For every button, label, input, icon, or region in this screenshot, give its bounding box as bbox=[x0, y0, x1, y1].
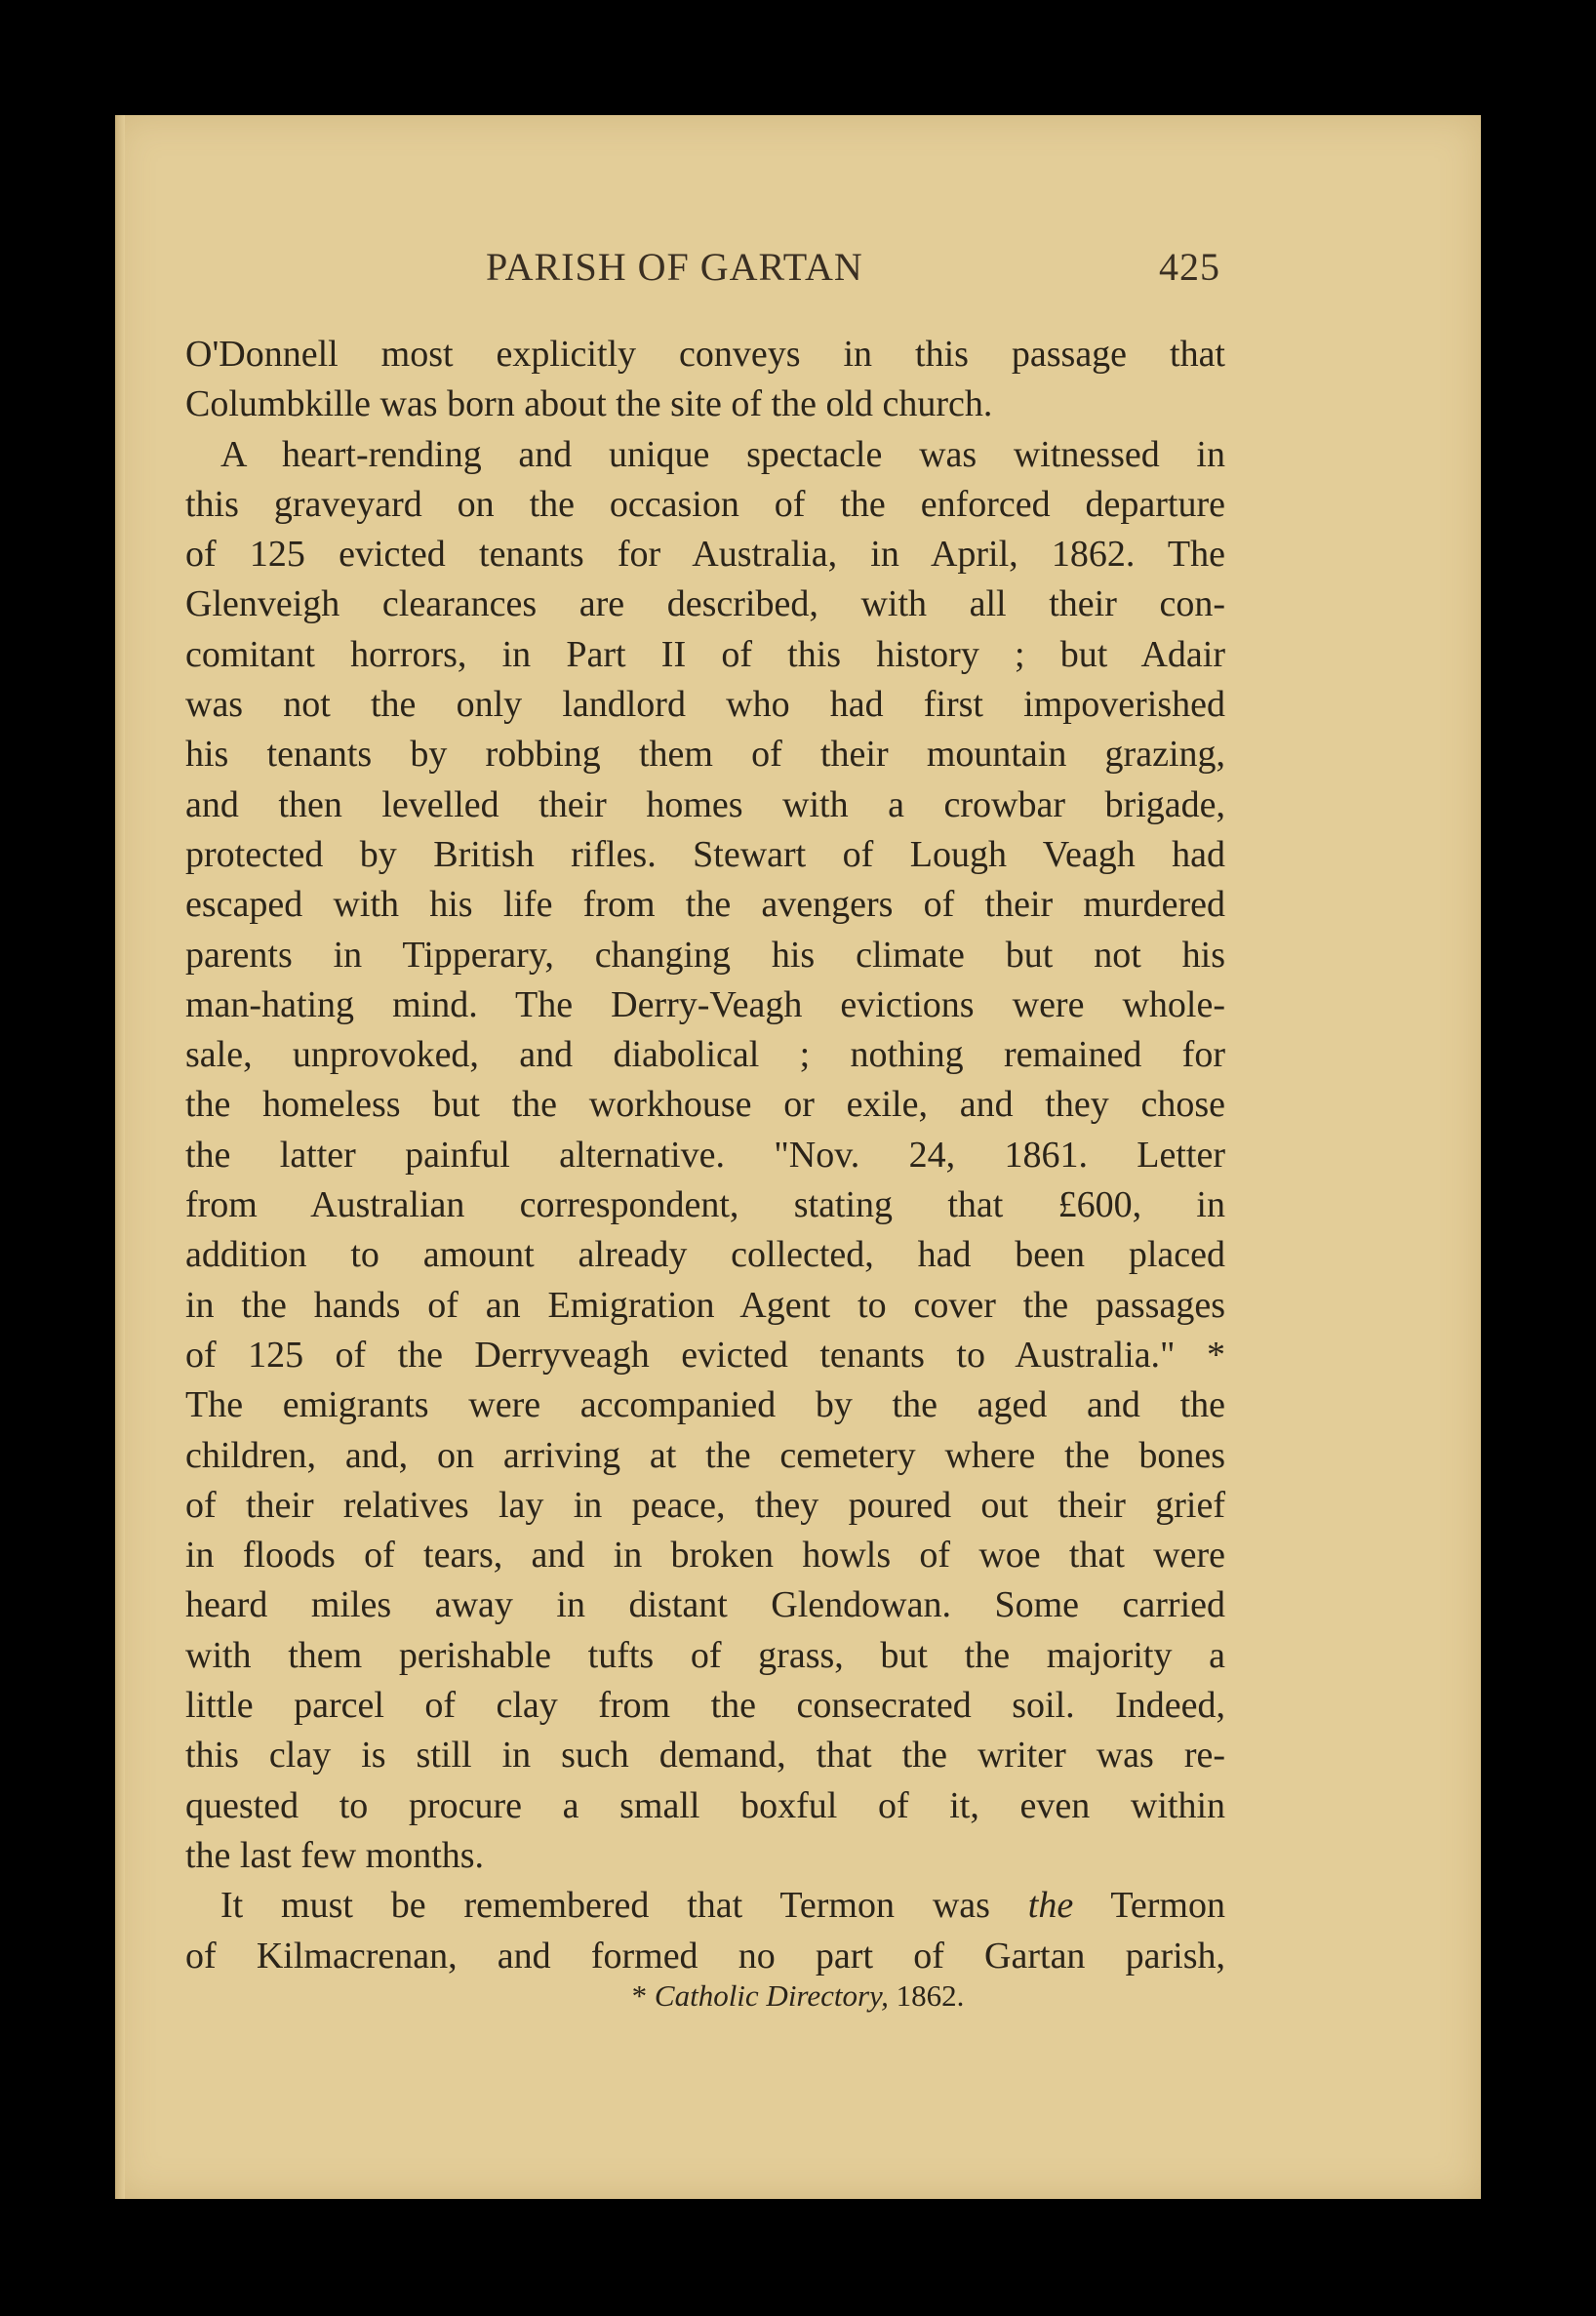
text-line: from Australian correspondent, stating that £600, in bbox=[185, 1184, 1225, 1226]
text-line: parents in Tipperary, changing his climate but not his bbox=[185, 934, 1225, 976]
page-edge bbox=[115, 115, 125, 2199]
text-line: with them perishable tufts of grass, but the majority a bbox=[185, 1634, 1225, 1676]
text-line: comitant horrors, in Part II of this history ; but Adair bbox=[185, 633, 1225, 675]
text-line: of their relatives lay in peace, they poured out their grief bbox=[185, 1484, 1225, 1526]
text-line: this clay is still in such demand, that the writer was re- bbox=[185, 1735, 1225, 1777]
text-line: in floods of tears, and in broken howls of woe that were bbox=[185, 1535, 1225, 1577]
text-line: and then levelled their homes with a crowbar brigade, bbox=[185, 783, 1225, 825]
text-line-para3 bbox=[185, 1881, 1225, 1931]
text-line: O'Donnell most explicitly conveys in this passage that bbox=[185, 334, 1225, 375]
footnote-year: 1862. bbox=[888, 1978, 965, 2013]
text-line: The emigrants were accompanied by the aged and the bbox=[185, 1384, 1225, 1426]
text-line: Columbkille was born about the site of the old church. bbox=[185, 383, 993, 425]
book-page bbox=[115, 115, 1481, 2199]
text-line: of 125 evicted tenants for Australia, in April, 1862. The bbox=[185, 534, 1225, 576]
text-line: the homeless but the workhouse or exile, and they chose bbox=[185, 1084, 1225, 1126]
text-line: the last few months. bbox=[185, 1834, 485, 1876]
body-text bbox=[185, 330, 1225, 1981]
para3-italic: the bbox=[1027, 1885, 1074, 1927]
text-line: sale, unprovoked, and diabolical ; nothing remained for bbox=[185, 1034, 1225, 1076]
text-line: was not the only landlord who had first impoverished bbox=[185, 684, 1225, 726]
running-head: PARISH OF GARTAN bbox=[486, 245, 863, 289]
text-line: his tenants by robbing them of their mountain grazing, bbox=[185, 734, 1225, 776]
text-line: protected by British rifles. Stewart of Lough Veagh had bbox=[185, 833, 1225, 875]
text-line: children, and, on arriving at the cemetery where the bones bbox=[185, 1434, 1225, 1476]
text-line: of Kilmacrenan, and formed no part of Gartan parish, bbox=[185, 1935, 1225, 1977]
text-line: A heart-rending and unique spectacle was witnessed in bbox=[220, 433, 1225, 475]
footnote-mark: * bbox=[631, 1978, 655, 2013]
para3-after: Termon bbox=[1073, 1885, 1225, 1927]
text-line: heard miles away in distant Glendowan. Some carried bbox=[185, 1584, 1225, 1626]
text-line: man-hating mind. The Derry-Veagh evictions were whole- bbox=[185, 983, 1225, 1025]
text-line: in the hands of an Emigration Agent to cover the passages bbox=[185, 1284, 1225, 1326]
text-line: this graveyard on the occasion of the enforced departure bbox=[185, 483, 1225, 525]
text-line: the latter painful alternative. "Nov. 24, 1861. Letter bbox=[185, 1134, 1225, 1176]
page-header bbox=[115, 244, 1481, 302]
para3-before: It must be remembered that Termon was bbox=[220, 1885, 1028, 1927]
text-line: escaped with his life from the avengers of their murdered bbox=[185, 884, 1225, 926]
text-line: quested to procure a small boxful of it, even within bbox=[185, 1784, 1225, 1826]
text-line: Glenveigh clearances are described, with all their con- bbox=[185, 583, 1225, 625]
text-line: little parcel of clay from the consecrated soil. Indeed, bbox=[185, 1685, 1225, 1727]
text-line: of 125 of the Derryveagh evicted tenants to Australia." * bbox=[185, 1334, 1225, 1376]
page-number: 425 bbox=[1159, 245, 1220, 289]
footnote bbox=[115, 1978, 1481, 2014]
text-line: addition to amount already collected, had been placed bbox=[185, 1234, 1225, 1276]
footnote-title: Catholic Directory, bbox=[654, 1978, 889, 2013]
